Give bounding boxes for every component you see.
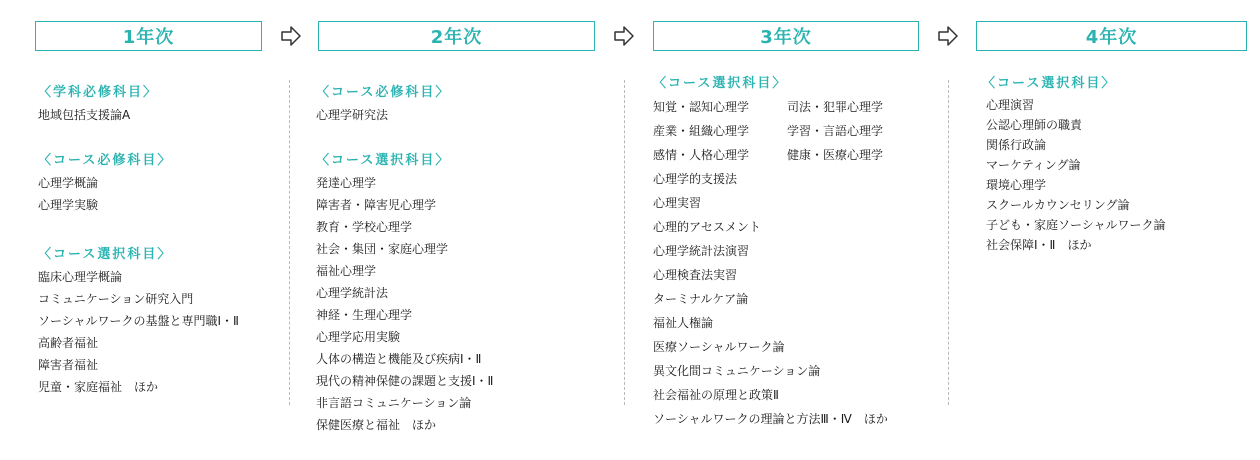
- course-item: 心理学研究法: [316, 108, 389, 122]
- course-item: 心理検査法実習: [653, 268, 738, 282]
- course-item: 人体の構造と機能及び疾病Ⅰ・Ⅱ: [316, 352, 482, 366]
- course-item: 知覚・認知心理学: [653, 100, 750, 114]
- course-item: 感情・人格心理学: [653, 148, 750, 162]
- course-item: 心理学的支援法: [653, 172, 738, 186]
- course-item: 心理学概論: [38, 176, 99, 190]
- course-item: 社会福祉の原理と政策Ⅱ: [653, 388, 779, 402]
- course-item: 心理実習: [653, 196, 702, 210]
- year-1-label: 1年次: [122, 27, 175, 48]
- course-item: 子ども・家庭ソーシャルワーク論: [986, 218, 1166, 232]
- course-item: 児童・家庭福祉 ほか: [38, 380, 159, 394]
- course-item: 心理学統計法: [316, 286, 389, 300]
- course-item: 学習・言語心理学: [787, 124, 884, 138]
- course-item: 公認心理師の職責: [986, 118, 1083, 132]
- course-item: 心理的アセスメント: [653, 220, 761, 234]
- year-4-label: 4年次: [1085, 27, 1138, 48]
- year-2-header: [318, 21, 595, 51]
- year-2-course-required: [316, 82, 493, 126]
- year-1-dept-required: [38, 82, 239, 126]
- column-divider: [948, 80, 949, 405]
- course-item: ターミナルケア論: [653, 292, 749, 306]
- section-title: 〈コース選択科目〉: [653, 76, 788, 91]
- course-item: 現代の精神保健の課題と支援Ⅰ・Ⅱ: [316, 374, 494, 388]
- course-item: 障害者福祉: [38, 358, 99, 372]
- year-1-column: [38, 82, 239, 422]
- section-title: 〈コース必修科目〉: [38, 153, 173, 168]
- course-item: 障害者・障害児心理学: [316, 198, 437, 212]
- year-3-course-list: [653, 95, 933, 428]
- course-item: 社会・集団・家庭心理学: [316, 242, 449, 256]
- year-2-label: 2年次: [430, 27, 483, 48]
- course-item: 高齢者福祉: [38, 336, 99, 350]
- year-1-header: [35, 21, 262, 51]
- hollow-right-arrow-icon: [937, 25, 959, 47]
- course-item: 心理演習: [986, 98, 1035, 112]
- section-title: 〈コース必修科目〉: [316, 85, 451, 100]
- course-item: 福祉心理学: [316, 264, 377, 278]
- course-item: 保健医療と福祉 ほか: [316, 418, 437, 432]
- course-item: 司法・犯罪心理学: [787, 100, 884, 114]
- course-item: マーケティング論: [986, 158, 1081, 172]
- course-item: 発達心理学: [316, 176, 377, 190]
- course-item: 関係行政論: [986, 138, 1047, 152]
- course-item: ソーシャルワークの理論と方法Ⅲ・Ⅳ ほか: [653, 412, 888, 426]
- year-1-course-required: [38, 150, 239, 216]
- course-item: 地域包括支援論A: [38, 108, 131, 122]
- course-item: 福祉人権論: [653, 316, 714, 330]
- section-title: 〈コース選択科目〉: [982, 76, 1117, 91]
- hollow-right-arrow-icon: [280, 25, 302, 47]
- course-item: 産業・組織心理学: [653, 124, 750, 138]
- course-item: 神経・生理心理学: [316, 308, 413, 322]
- year-4-course-list: [982, 95, 1166, 255]
- year-3-column: [653, 73, 933, 428]
- course-item: 非言語コミュニケーション論: [316, 396, 472, 410]
- column-divider: [289, 80, 290, 405]
- hollow-right-arrow-icon: [613, 25, 635, 47]
- year-3-right-list: [787, 95, 883, 167]
- year-3-header: [653, 21, 919, 51]
- year-4-header: [976, 21, 1247, 51]
- course-item: 社会保障Ⅰ・Ⅱ ほか: [986, 238, 1092, 252]
- year-1-course-elective: [38, 244, 239, 398]
- course-item: スクールカウンセリング論: [986, 198, 1130, 212]
- course-item: 異文化間コミュニケーション論: [653, 364, 821, 378]
- column-divider: [624, 80, 625, 405]
- course-item: 心理学統計法演習: [653, 244, 750, 258]
- year-2-course-elective: [316, 150, 493, 436]
- course-item: 臨床心理学概論: [38, 270, 123, 284]
- section-title: 〈学科必修科目〉: [38, 85, 159, 100]
- year-2-column: [316, 82, 493, 460]
- course-item: コミュニケーション研究入門: [38, 292, 194, 306]
- section-title: 〈コース選択科目〉: [38, 247, 173, 262]
- course-item: ソーシャルワークの基盤と専門職Ⅰ・Ⅱ: [38, 314, 239, 328]
- course-item: 健康・医療心理学: [787, 148, 884, 162]
- course-item: 医療ソーシャルワーク論: [653, 340, 785, 354]
- course-item: 心理学実験: [38, 198, 99, 212]
- section-title: 〈コース選択科目〉: [316, 153, 451, 168]
- course-item: 環境心理学: [986, 178, 1047, 192]
- course-item: 心理学応用実験: [316, 330, 401, 344]
- course-item: 教育・学校心理学: [316, 220, 413, 234]
- year-3-label: 3年次: [760, 27, 812, 48]
- year-4-column: [982, 73, 1166, 255]
